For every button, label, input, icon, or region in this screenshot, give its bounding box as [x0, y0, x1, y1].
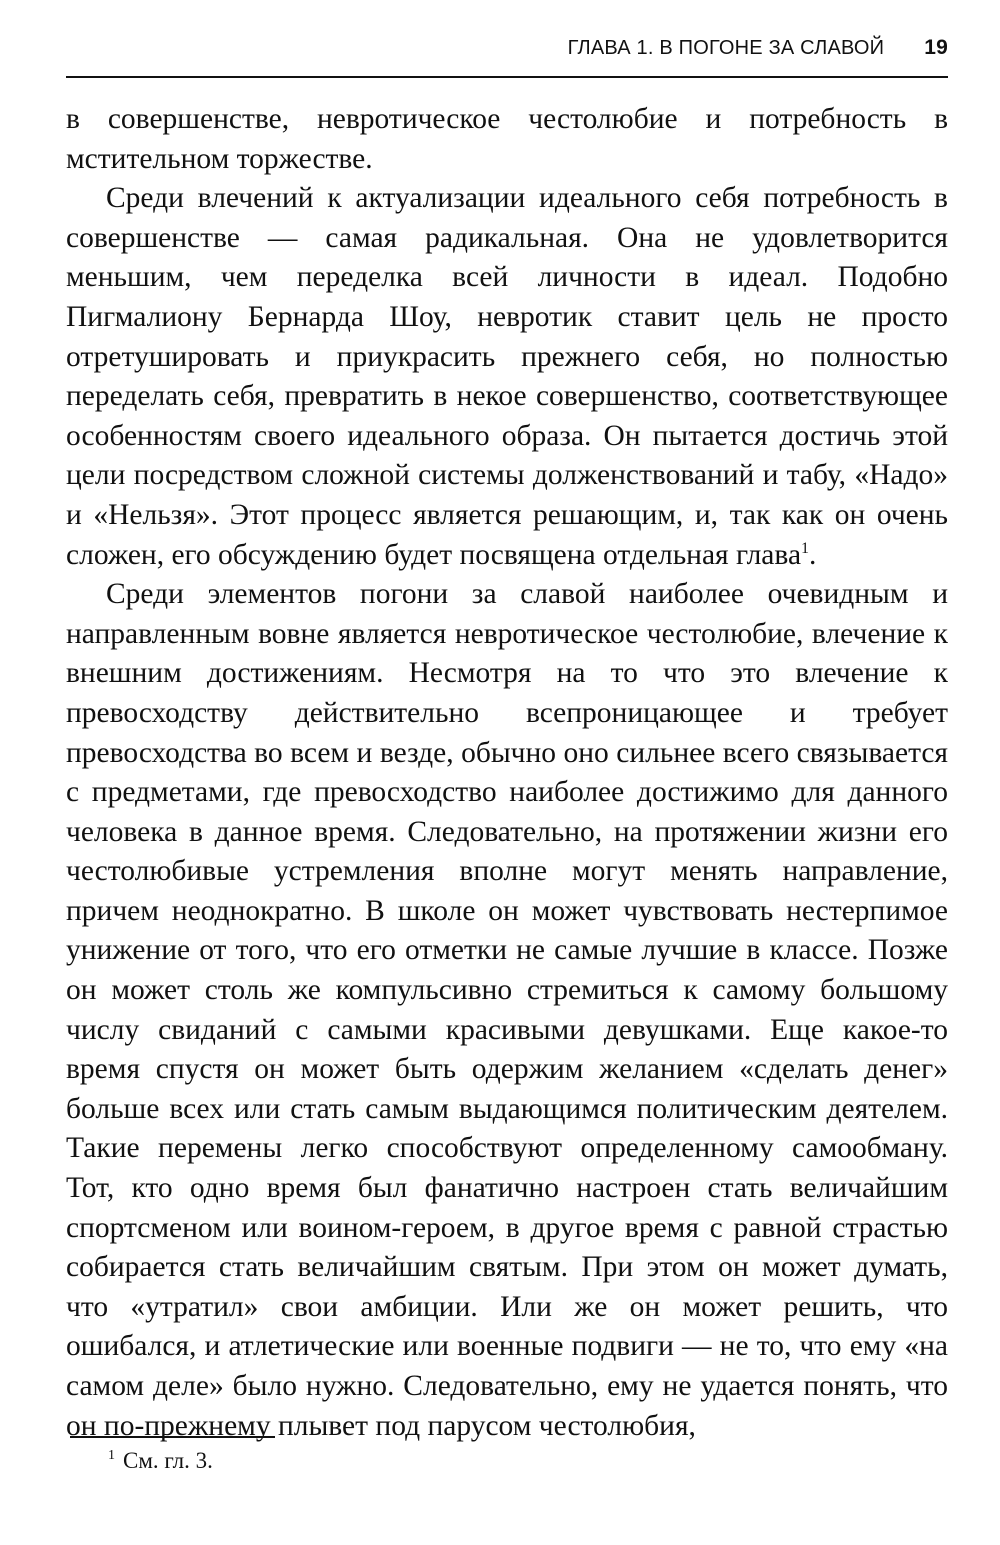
footnote-reference[interactable]: 1 — [801, 539, 810, 557]
chapter-title: ГЛАВА 1. В ПОГОНЕ ЗА СЛАВОЙ — [567, 36, 885, 59]
paragraph-continuation — [66, 100, 948, 179]
footnote-rule — [70, 1436, 275, 1438]
header-rule — [66, 76, 948, 78]
footnote — [108, 1446, 213, 1476]
paragraph — [66, 179, 948, 575]
body-text — [66, 100, 948, 1446]
running-header — [66, 30, 948, 66]
page-number: 19 — [924, 36, 948, 59]
paragraph — [66, 575, 948, 1446]
paragraph-text: Среди влечений к актуализации идеального себя потребность в совершенстве — самая радикальная. Она не удовлетворится меньшим, чем переделка всей личности в идеал. Подобно Пигмалиону Бернарда Шоу, невротик ставит цель не просто отретушировать и приукрасить прежнего себя, но полностью переделать себя, превратить в некое совершенство, соответствующее особенностям своего идеального образа. Он пытается достичь этой цели посредством сложной системы долженствований и табу, «Надо» и «Нельзя». Этот процесс является решающим, и, так как он очень сложен, его обсуждению будет посвящена отдельная глава — [66, 182, 948, 571]
paragraph-text: Среди элементов погони за славой наиболее очевидным и направленным вовне является невротическое честолюбие, влечение к внешним достижениям. Несмотря на то что это влечение к превосходству действительно всепроницающее и требует превосходства во всем и везде, обычно оно сильнее всего связывается с предметами, где превосходство наиболее достижимо для данного человека в данное время. Следовательно, на протяжении жизни его честолюбивые устремления вполне могут менять направление, причем неоднократно. В школе он может чувствовать нестерпимое унижение от того, что его отметки не самые лучшие в классе. Позже он может столь же компульсивно стремиться к самому большому числу свиданий с самыми красивыми девушками. Еще какое-то время спустя он может быть одержим желанием «сделать денег» больше всех или стать самым выдающимся политическим деятелем. Такие перемены легко способствуют определенному самообману. Тот, кто одно время был фанатично настроен стать величайшим спортсменом или воином-героем, в другое время с равной страстью собирается стать величайшим святым. При этом он может думать, что «утратил» свои амбиции. Или же он может решить, что ошибался, и атлетические или военные подвиги — не то, что ему «на самом деле» было нужно. Следовательно, ему не удается понять, что он по-прежнему плывет под парусом честолюбия, — [66, 578, 948, 1442]
footnote-marker: 1 — [108, 1448, 115, 1464]
paragraph-text: в совершенстве, невротическое честолюбие и потребность в мстительном торжестве. — [66, 103, 948, 175]
footnote-text: См. гл. 3. — [123, 1448, 213, 1473]
paragraph-text-end: . — [809, 538, 817, 571]
